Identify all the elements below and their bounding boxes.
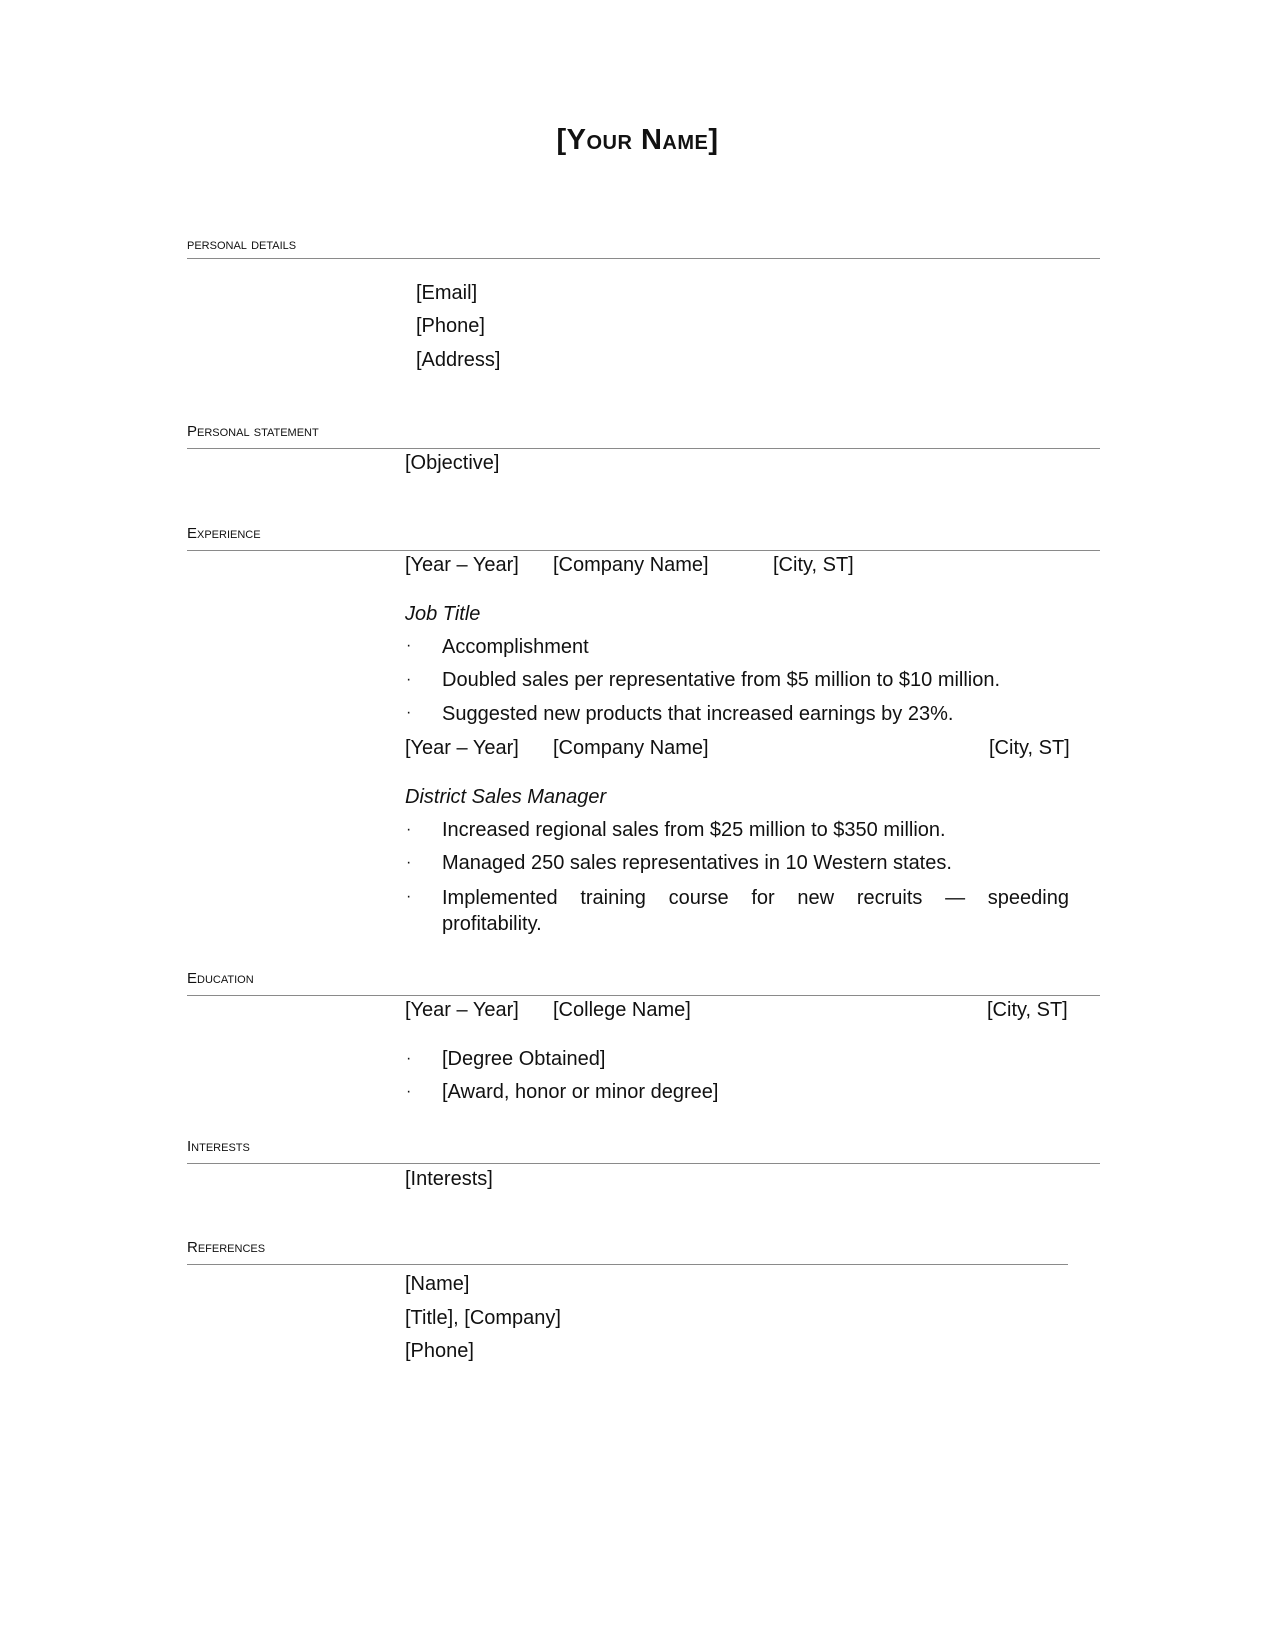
reference-title-company: [Title], [Company] [405, 1307, 561, 1329]
job-bullet: Increased regional sales from $25 million to $350 million. [442, 819, 946, 841]
education-years: [Year – Year] [405, 999, 519, 1021]
contact-phone: [Phone] [416, 315, 485, 337]
section-heading-interests: Interests [187, 1138, 250, 1155]
section-heading-personal-statement: Personal statement [187, 423, 319, 440]
section-rule [187, 995, 1100, 996]
bullet-icon: · [406, 854, 412, 871]
job-bullet: Managed 250 sales representatives in 10 Western states. [442, 852, 952, 874]
objective-text: [Objective] [405, 452, 500, 474]
job-title: District Sales Manager [405, 786, 607, 808]
education-bullet: [Degree Obtained] [442, 1048, 606, 1070]
job-bullet: Doubled sales per representative from $5 million to $10 million. [442, 669, 1001, 691]
job-location: [City, ST] [773, 554, 854, 576]
interests-text: [Interests] [405, 1168, 493, 1190]
contact-address: [Address] [416, 349, 501, 371]
section-heading-personal-details: personal details [187, 236, 297, 253]
section-rule [187, 1264, 1068, 1265]
bullet-icon: · [406, 888, 412, 905]
education-location: [City, ST] [987, 999, 1068, 1021]
section-rule [187, 550, 1100, 551]
job-company: [Company Name] [553, 737, 709, 759]
job-bullet: Suggested new products that increased earnings by 23%. [442, 703, 954, 725]
section-rule [187, 258, 1100, 259]
bullet-icon: · [406, 1083, 412, 1100]
bullet-icon: · [406, 821, 412, 838]
job-title: Job Title [405, 603, 481, 625]
section-rule [187, 1163, 1100, 1164]
bullet-icon: · [406, 704, 412, 721]
section-heading-references: References [187, 1239, 266, 1256]
education-college: [College Name] [553, 999, 691, 1021]
section-heading-education: Education [187, 970, 254, 987]
contact-email: [Email] [416, 282, 478, 304]
section-rule [187, 448, 1100, 449]
reference-name: [Name] [405, 1273, 470, 1295]
job-years: [Year – Year] [405, 554, 519, 576]
bullet-icon: · [406, 1050, 412, 1067]
job-company: [Company Name] [553, 554, 709, 576]
reference-phone: [Phone] [405, 1340, 474, 1362]
job-bullet: Accomplishment [442, 636, 589, 658]
job-years: [Year – Year] [405, 737, 519, 759]
job-bullet-continuation: profitability. [442, 913, 542, 935]
education-bullet: [Award, honor or minor degree] [442, 1081, 719, 1103]
section-heading-experience: Experience [187, 525, 261, 542]
job-location: [City, ST] [989, 737, 1070, 759]
job-bullet: Implemented training course for new recruits — speeding [442, 887, 1069, 909]
resume-name-title: [Your Name] [556, 124, 719, 156]
bullet-icon: · [406, 671, 412, 688]
bullet-icon: · [406, 637, 412, 654]
